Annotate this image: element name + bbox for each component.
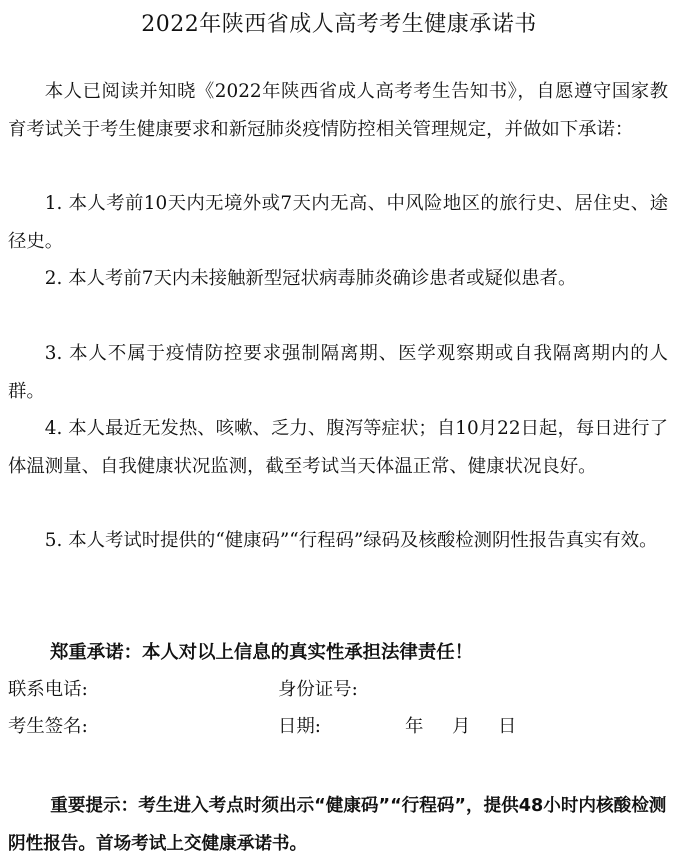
- solemn-promise: 郑重承诺：本人对以上信息的真实性承担法律责任！: [50, 642, 473, 663]
- commitment-item-3: 3. 本人不属于疫情防控要求强制隔离期、医学观察期或自我隔离期内的人群。: [8, 343, 668, 402]
- commitment-item-4: 4. 本人最近无发热、咳嗽、乏力、腹泻等症状；自10月22日起，每日进行了体温测量、自我健康状况监测，截至考试当天体温正常、健康状况良好。: [8, 418, 668, 477]
- commitment-item-5: 5. 本人考试时提供的“健康码”“行程码”绿码及核酸检测阴性报告真实有效。: [44, 530, 658, 551]
- date-month-label: 月: [452, 716, 471, 737]
- date-year-label: 年: [405, 716, 424, 737]
- document-title: 2022年陕西省成人高考考生健康承诺书: [141, 12, 537, 37]
- signature-label: 考生签名:: [8, 716, 88, 737]
- intro-paragraph: 本人已阅读并知晓《2022年陕西省成人高考考生告知书》，自愿遵守国家教育考试关于考生健康要求和新冠肺炎疫情防控相关管理规定，并做如下承诺：: [8, 81, 668, 140]
- important-notice: [8, 787, 668, 863]
- notice-label: 重要提示：: [50, 796, 139, 816]
- phone-label: 联系电话:: [8, 679, 88, 700]
- id-number-label: 身份证号:: [278, 679, 358, 700]
- date-day-label: 日: [498, 716, 517, 737]
- date-label: 日期:: [278, 716, 321, 737]
- notice-text: 考生进入考点时须出示“健康码”“行程码”，提供48小时内核酸检测阴性报告。首场考试上交健康承诺书。: [8, 796, 667, 854]
- commitment-item-1: 1. 本人考前10天内无境外或7天内无高、中风险地区的旅行史、居住史、途径史。: [8, 193, 668, 252]
- commitment-item-2: 2. 本人考前7天内未接触新型冠状病毒肺炎确诊患者或疑似患者。: [44, 268, 577, 289]
